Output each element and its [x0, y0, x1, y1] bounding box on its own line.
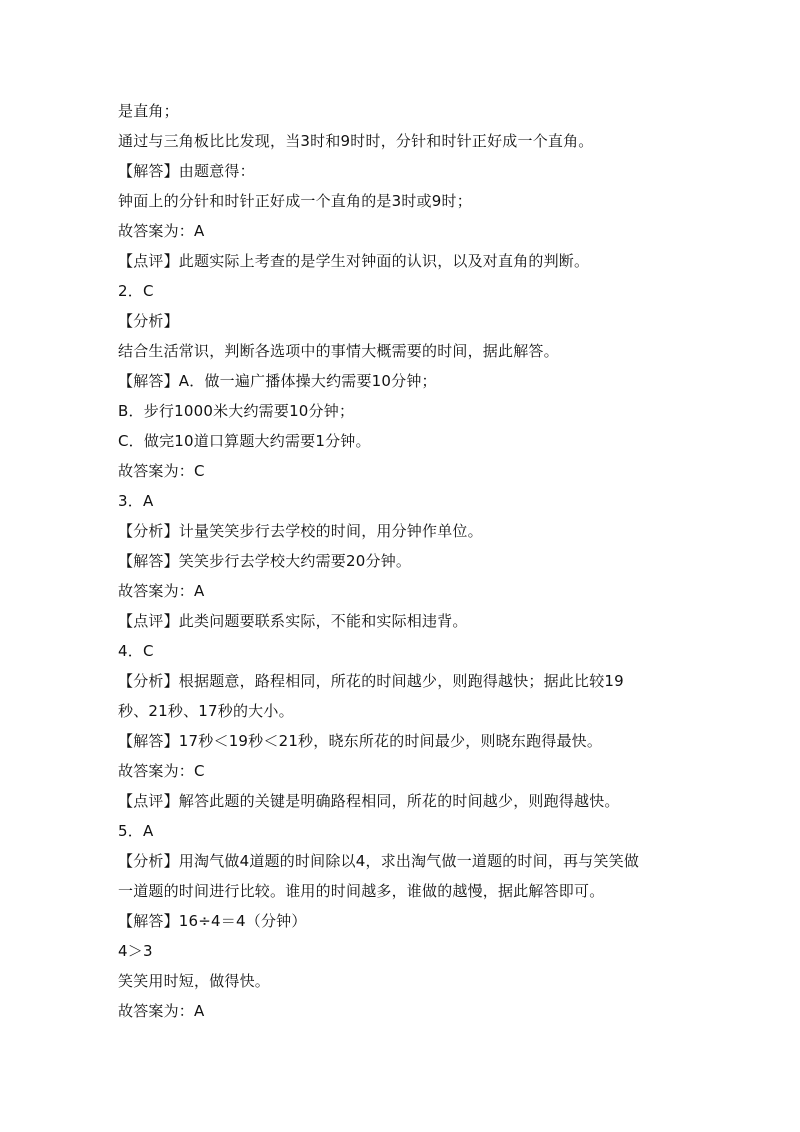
analysis-heading-line: 【分析】 — [118, 312, 179, 330]
analysis-heading-line: 【分析】计量笑笑步行去学校的时间，用分钟作单位。 — [118, 522, 483, 540]
text-line: C．做完10道口算题大约需要1分钟。 — [118, 432, 371, 450]
final-answer-line: 故答案为：A — [118, 582, 205, 600]
final-answer-line: 故答案为：A — [118, 1002, 205, 1020]
answer-heading-line: 【解答】由题意得： — [118, 162, 255, 180]
text-line: 钟面上的分针和时针正好成一个直角的是3时或9时； — [118, 192, 472, 210]
question-number: 4．C — [118, 642, 154, 660]
comment-line: 【点评】此类问题要联系实际，不能和实际相违背。 — [118, 612, 468, 630]
analysis-heading-line: 【分析】用淘气做4道题的时间除以4，求出淘气做一道题的时间，再与笑笑做 — [118, 852, 640, 870]
question-number: 3．A — [118, 492, 154, 510]
question-number: 5．A — [118, 822, 154, 840]
comment-line: 【点评】解答此题的关键是明确路程相同，所花的时间越少，则跑得越快。 — [118, 792, 620, 810]
answer-heading-line: 【解答】17秒＜19秒＜21秒，晓东所花的时间最少，则晓东跑得最快。 — [118, 732, 603, 750]
text-line: 4＞3 — [118, 942, 153, 960]
question-number: 2．C — [118, 282, 154, 300]
final-answer-line: 故答案为：A — [118, 222, 205, 240]
answer-heading-line: 【解答】16÷4＝4（分钟） — [118, 912, 307, 930]
answer-heading-line: 【解答】A．做一遍广播体操大约需要10分钟； — [118, 372, 437, 390]
text-line: 一道题的时间进行比较。谁用的时间越多，谁做的越慢，据此解答即可。 — [118, 882, 605, 900]
text-line: 笑笑用时短，做得快。 — [118, 972, 271, 990]
text-line: B．步行1000米大约需要10分钟； — [118, 402, 355, 420]
analysis-heading-line: 【分析】根据题意，路程相同，所花的时间越少，则跑得越快；据此比较19 — [118, 672, 624, 690]
text-line: 是直角； — [118, 102, 179, 120]
text-line: 结合生活常识，判断各选项中的事情大概需要的时间，据此解答。 — [118, 342, 559, 360]
comment-line: 【点评】此题实际上考查的是学生对钟面的认识，以及对直角的判断。 — [118, 252, 590, 270]
final-answer-line: 故答案为：C — [118, 762, 205, 780]
text-line: 秒、21秒、17秒的大小。 — [118, 702, 294, 720]
answer-heading-line: 【解答】笑笑步行去学校大约需要20分钟。 — [118, 552, 412, 570]
text-line: 通过与三角板比比发现，当3时和9时时，分针和时针正好成一个直角。 — [118, 132, 594, 150]
final-answer-line: 故答案为：C — [118, 462, 205, 480]
